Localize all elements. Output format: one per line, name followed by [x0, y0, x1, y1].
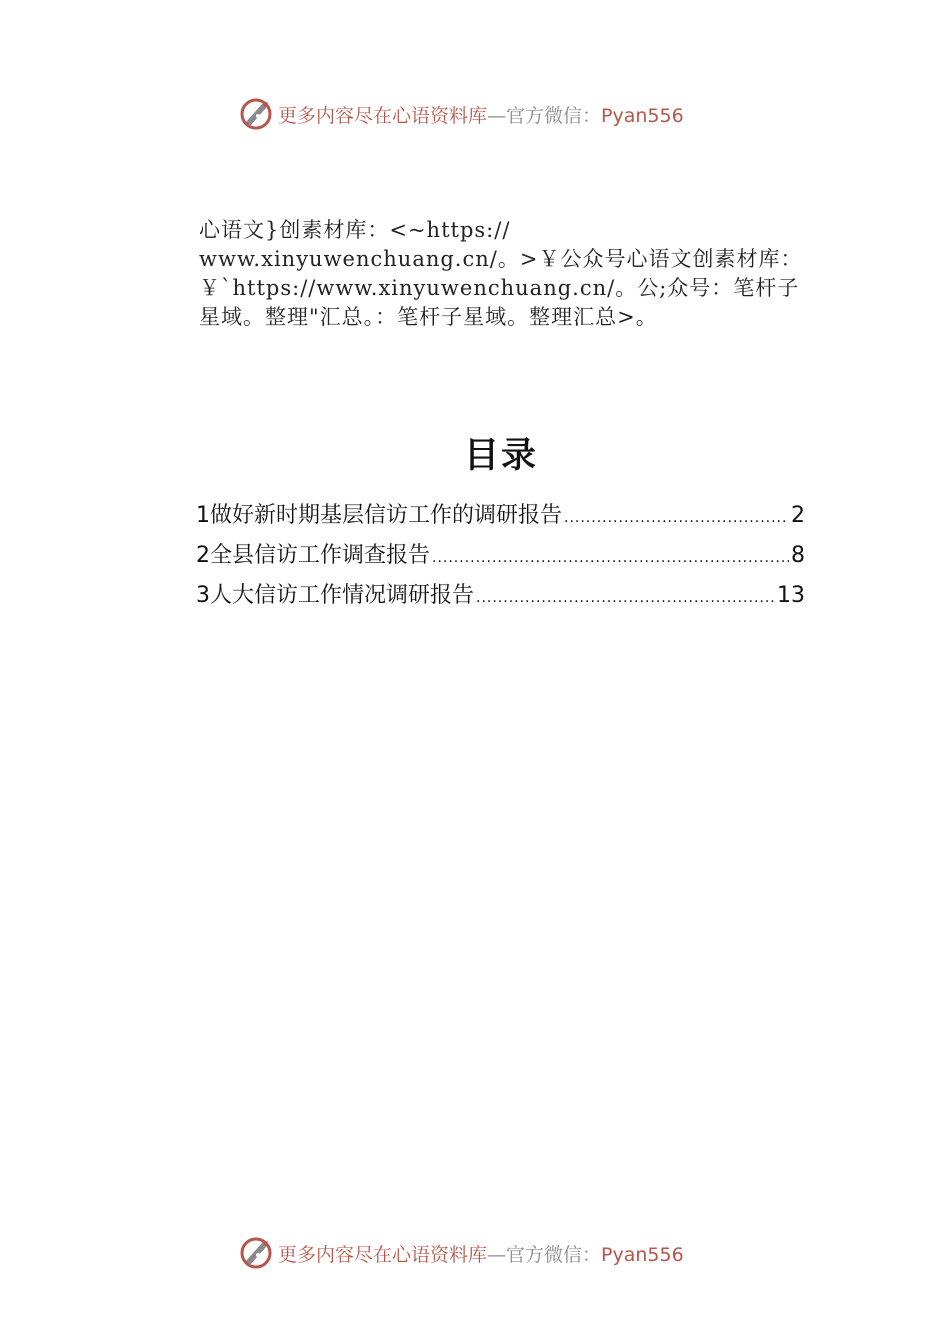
intro-line: 星域。整理"汇总。：笔杆子星域。整理汇总>。	[199, 305, 658, 329]
banner-dash: —	[487, 1243, 507, 1266]
banner-prefix: 更多内容尽在心语资料库	[278, 104, 488, 127]
pen-circle-logo-icon	[238, 1235, 274, 1271]
banner-wechat-id: Pyan556	[601, 104, 684, 127]
toc-entry-label[interactable]: 2全县信访工作调查报告	[196, 543, 430, 568]
pen-circle-logo-icon	[238, 96, 274, 132]
intro-paragraph	[199, 216, 839, 332]
banner-wechat-id: Pyan556	[601, 1243, 684, 1266]
table-of-contents	[196, 496, 805, 616]
banner-suffix: 官方微信：	[506, 1243, 602, 1266]
banner-text	[278, 1240, 684, 1267]
toc-title: 目录	[463, 436, 538, 476]
toc-entry-page[interactable]: 13	[777, 583, 805, 608]
toc-entry-page[interactable]: 2	[791, 503, 805, 528]
banner-text	[278, 101, 684, 128]
intro-line: 心语文}创素材库：<~https://	[199, 218, 511, 242]
toc-leader-dots	[432, 538, 789, 578]
toc-entry-label[interactable]: 1做好新时期基层信访工作的调研报告	[196, 503, 562, 528]
toc-leader-dots	[476, 578, 775, 618]
toc-leader-dots	[564, 498, 789, 538]
toc-entry[interactable]	[196, 536, 805, 576]
banner-suffix: 官方微信：	[506, 104, 602, 127]
toc-entry[interactable]	[196, 576, 805, 616]
banner-dash: —	[487, 104, 507, 127]
header-banner	[238, 94, 758, 134]
toc-entry-label[interactable]: 3人大信访工作情况调研报告	[196, 583, 474, 608]
intro-line: ￥`https://www.xinyuwenchuang.cn/。公;众号：笔杆子	[199, 276, 800, 300]
footer-banner	[238, 1233, 758, 1273]
toc-entry[interactable]	[196, 496, 805, 536]
toc-entry-page[interactable]: 8	[791, 543, 805, 568]
banner-prefix: 更多内容尽在心语资料库	[278, 1243, 488, 1266]
intro-line: www.xinyuwenchuang.cn/。>￥公众号心语文创素材库：	[199, 247, 803, 271]
